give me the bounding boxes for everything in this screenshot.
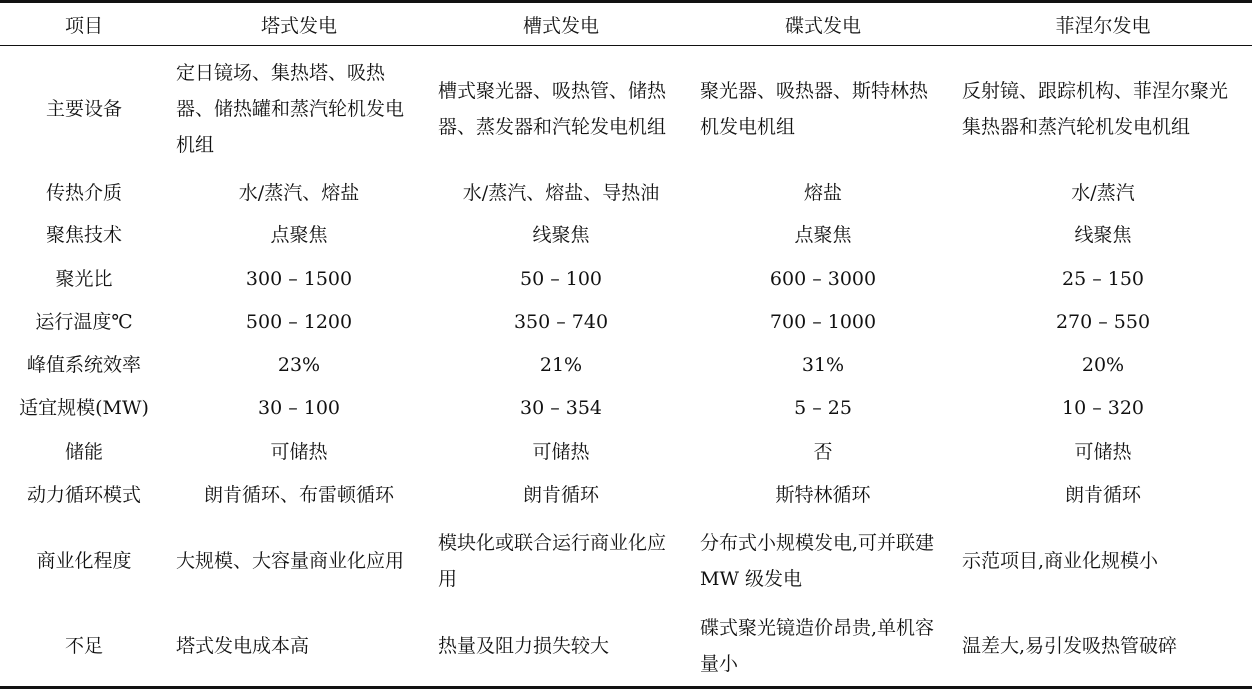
row-label: 不足 bbox=[0, 606, 168, 688]
table-body bbox=[0, 46, 1252, 688]
table-row-power-cycle bbox=[0, 474, 1252, 516]
row-label: 运行温度℃ bbox=[35, 311, 133, 333]
header-item: 项目 bbox=[0, 2, 168, 46]
table-row-focus-tech bbox=[0, 214, 1252, 257]
table-cell: 50 – 100 bbox=[519, 267, 603, 290]
table-cell: 23% bbox=[277, 354, 321, 376]
table-cell: 270 – 550 bbox=[1055, 311, 1151, 333]
table-cell: 熔盐 bbox=[803, 181, 842, 204]
table-cell: 水/蒸汽、熔盐、导热油 bbox=[462, 181, 660, 204]
table-row-peak-efficiency bbox=[0, 344, 1252, 387]
table-cell: 水/蒸汽 bbox=[1071, 181, 1135, 204]
table-cell: 热量及阻力损失较大 bbox=[430, 606, 692, 688]
row-label: 储能 bbox=[64, 440, 103, 463]
table-cell: 600 – 3000 bbox=[769, 267, 877, 290]
table-cell: 700 – 1000 bbox=[769, 311, 877, 333]
table-cell: 定日镜场、集热塔、吸热器、储热罐和蒸汽轮机发电机组 bbox=[176, 61, 405, 156]
table-row-energy-storage bbox=[0, 430, 1252, 474]
table-cell: 槽式聚光器、吸热管、储热器、蒸发器和汽轮发电机组 bbox=[438, 79, 667, 138]
table-row-shortcomings bbox=[0, 606, 1252, 688]
table-cell: 25 – 150 bbox=[1061, 267, 1145, 290]
table-row-scale bbox=[0, 387, 1252, 430]
header-fresnel: 菲涅尔发电 bbox=[954, 2, 1252, 46]
table-cell: 反射镜、跟踪机构、菲涅尔聚光集热器和蒸汽轮机发电机组 bbox=[962, 79, 1229, 138]
table-cell: 5 – 25 bbox=[794, 397, 852, 419]
table-cell: 可储热 bbox=[532, 440, 590, 463]
table-cell: 10 – 320 bbox=[1061, 397, 1145, 419]
table-cell: 否 bbox=[813, 440, 833, 463]
table-header bbox=[0, 2, 1252, 46]
table-cell: 大规模、大容量商业化应用 bbox=[176, 549, 405, 572]
header-row bbox=[0, 2, 1252, 46]
table-row-heat-medium bbox=[0, 172, 1252, 214]
table-cell: 朗肯循环 bbox=[1064, 483, 1141, 506]
table-cell: 朗肯循环、布雷顿循环 bbox=[203, 483, 394, 506]
table-cell: 分布式小规模发电,可并联建 MW 级发电 bbox=[700, 531, 935, 590]
header-tower: 塔式发电 bbox=[168, 2, 430, 46]
table-cell: 点聚焦 bbox=[270, 224, 328, 246]
header-trough: 槽式发电 bbox=[430, 2, 692, 46]
row-label: 聚焦技术 bbox=[45, 224, 122, 246]
table-row-operating-temp bbox=[0, 301, 1252, 344]
table-cell: 线聚焦 bbox=[532, 224, 590, 246]
table-cell: 朗肯循环 bbox=[522, 483, 599, 506]
table-cell: 20% bbox=[1081, 354, 1125, 376]
table-cell: 31% bbox=[801, 354, 845, 376]
table-cell: 模块化或联合运行商业化应用 bbox=[438, 531, 667, 590]
row-label: 聚光比 bbox=[55, 267, 113, 290]
row-label: 动力循环模式 bbox=[26, 483, 141, 506]
table-cell: 可储热 bbox=[270, 440, 328, 463]
table-cell: 线聚焦 bbox=[1074, 224, 1132, 246]
row-label: 传热介质 bbox=[45, 181, 122, 204]
table-cell: 碟式聚光镜造价昂贵,单机容量小 bbox=[692, 606, 954, 688]
table-cell: 30 – 100 bbox=[257, 397, 341, 419]
table-cell: 示范项目,商业化规模小 bbox=[962, 549, 1159, 572]
table-cell: 21% bbox=[539, 354, 583, 376]
table-cell: 300 – 1500 bbox=[245, 267, 353, 290]
row-label: 峰值系统效率 bbox=[26, 354, 141, 376]
table-cell: 可储热 bbox=[1074, 440, 1132, 463]
table-cell: 点聚焦 bbox=[794, 224, 852, 246]
table-cell: 水/蒸汽、熔盐 bbox=[238, 181, 360, 204]
table-row-commercialization bbox=[0, 516, 1252, 606]
table-cell: 温差大,易引发吸热管破碎 bbox=[954, 606, 1252, 688]
table-cell: 350 – 740 bbox=[513, 311, 609, 333]
table-cell: 500 – 1200 bbox=[245, 311, 353, 333]
header-dish: 碟式发电 bbox=[692, 2, 954, 46]
table-cell: 塔式发电成本高 bbox=[168, 606, 430, 688]
table-cell: 斯特林循环 bbox=[775, 483, 871, 506]
table-row-concentration-ratio bbox=[0, 257, 1252, 301]
table-row-main-equipment bbox=[0, 46, 1252, 172]
row-label: 主要设备 bbox=[45, 97, 122, 120]
table-cell: 30 – 354 bbox=[519, 397, 603, 419]
row-label: 商业化程度 bbox=[36, 549, 132, 572]
row-label: 适宜规模(MW) bbox=[19, 397, 149, 419]
table-cell: 聚光器、吸热器、斯特林热机发电机组 bbox=[700, 79, 929, 138]
